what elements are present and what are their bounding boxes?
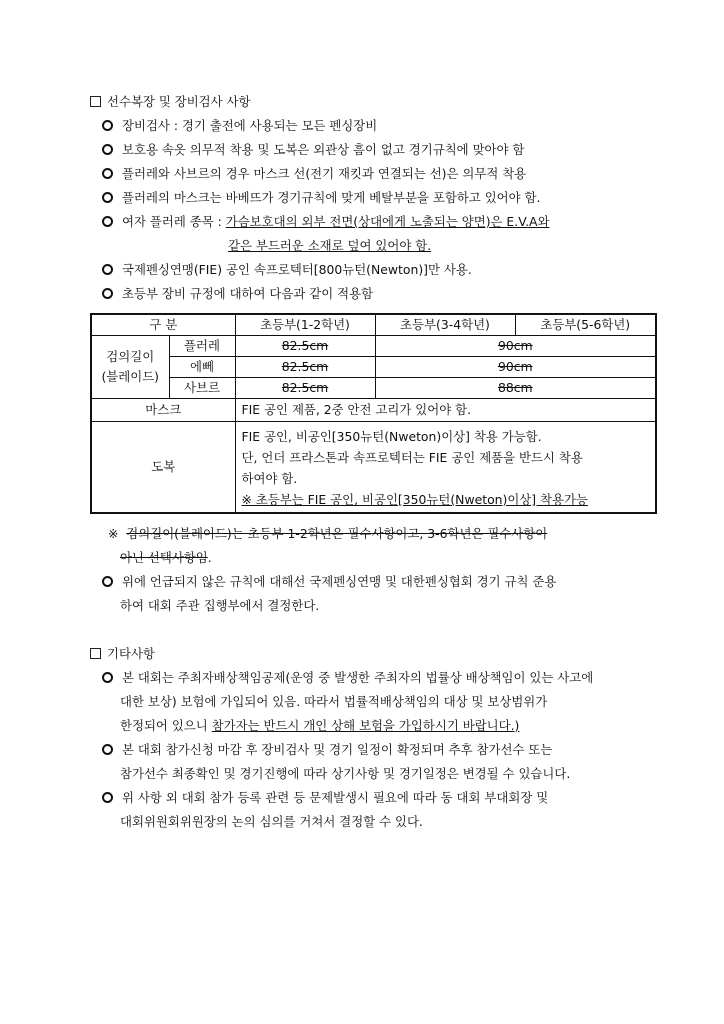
circle-bullet-icon	[102, 192, 113, 203]
circle-bullet-icon	[102, 576, 113, 587]
mask-label: 마스크	[91, 399, 235, 422]
length-cell: 82.5cm	[235, 378, 375, 399]
circle-bullet-icon	[102, 288, 113, 299]
list-item: 본 대회는 주최자배상책임공제(운영 중 발생한 주최자의 법률상 배상책임이 있는 사고에	[102, 669, 593, 687]
length-cell: 90cm	[375, 357, 656, 378]
table-header-cell: 초등부(5-6학년)	[515, 314, 656, 336]
list-item: 위에 언급되지 않은 규칙에 대해선 국제펜싱연맹 및 대한펜싱협회 경기 규칙 준용	[102, 573, 556, 591]
weapon-cell: 사브르	[169, 378, 235, 399]
circle-bullet-icon	[102, 216, 113, 227]
circle-bullet-icon	[102, 168, 113, 179]
circle-bullet-icon	[102, 144, 113, 155]
list-item: 보호용 속옷 의무적 착용 및 도복은 외관상 흠이 없고 경기규칙에 맞아야 함	[102, 141, 524, 159]
length-cell: 82.5cm	[235, 357, 375, 378]
list-item: 플러레의 마스크는 바베뜨가 경기규칙에 맞게 베탈부분을 포함하고 있어야 함.	[102, 189, 540, 207]
table-header-row	[91, 314, 656, 336]
square-bullet-icon	[90, 96, 101, 107]
list-item-continued: 대회위원회위원장의 논의 심의를 거쳐서 결정할 수 있다.	[120, 814, 423, 829]
table-row	[91, 336, 656, 357]
list-item: 본 대회 참가신청 마감 후 장비검사 및 경기 일정이 확정되며 추후 참가선수 또는	[102, 741, 552, 759]
mask-text: FIE 공인 제품, 2중 안전 고리가 있어야 함.	[235, 399, 656, 422]
table-row	[91, 357, 656, 378]
circle-bullet-icon	[102, 744, 113, 755]
weapon-cell: 에뻬	[169, 357, 235, 378]
circle-bullet-icon	[102, 264, 113, 275]
list-item: 장비검사 : 경기 출전에 사용되는 모든 펜싱장비	[102, 117, 377, 135]
table-row	[91, 378, 656, 399]
length-cell: 82.5cm	[235, 336, 375, 357]
note-line: ※ 검의길이(블레이드)는 초등부 1-2학년은 필수사항이고, 3-6학년은 필수사항이	[108, 526, 548, 541]
section-heading-equipment: 선수복장 및 장비검사 사항	[90, 93, 250, 111]
table-row	[91, 422, 656, 514]
list-item-continued: 하여 대회 주관 집행부에서 결정한다.	[120, 598, 320, 613]
list-item-continued: 대한 보상) 보험에 가입되어 있음. 따라서 법률적배상책임의 대상 및 보상범위가	[120, 694, 548, 709]
list-item: 플러레와 사브르의 경우 마스크 선(전기 재킷과 연결되는 선)은 의무적 착용	[102, 165, 526, 183]
circle-bullet-icon	[102, 792, 113, 803]
blade-length-label: 검의길이 (블레이드)	[91, 336, 169, 399]
table-row	[91, 399, 656, 422]
table-header-cell: 초등부(3-4학년)	[375, 314, 515, 336]
weapon-cell: 플러레	[169, 336, 235, 357]
note-line-continued: 아닌 선택사항임.	[120, 550, 212, 565]
list-item-women-foil: 여자 플러레 종목 : 가슴보호대의 외부 전면(상대에게 노출되는 양면)은 E.V.A와	[102, 213, 549, 231]
uniform-label: 도복	[91, 422, 235, 514]
equipment-table	[90, 313, 657, 514]
circle-bullet-icon	[102, 120, 113, 131]
circle-bullet-icon	[102, 672, 113, 683]
list-item: 국제펜싱연맹(FIE) 공인 속프로텍터[800뉴턴(Newton)]만 사용.	[102, 261, 472, 279]
section-heading-other: 기타사항	[90, 645, 155, 663]
list-item-continued: 한정되어 있으니 참가자는 반드시 개인 상해 보험을 가입하시기 바랍니다.)	[120, 718, 520, 733]
table-header-cell: 구 분	[91, 314, 235, 336]
table-header-cell: 초등부(1-2학년)	[235, 314, 375, 336]
length-cell: 88cm	[375, 378, 656, 399]
uniform-text: FIE 공인, 비공인[350뉴턴(Nweton)이상] 착용 가능함. 단, 언더 프라스톤과 속프로텍터는 FIE 공인 제품을 반드시 착용 하여야 함. ※ 초등부는 FIE 공인, 비공인[350뉴턴(Nweton)이상] 착용가능	[235, 422, 656, 514]
list-item-continued: 참가선수 최종확인 및 경기진행에 따라 상기사항 및 경기일정은 변경될 수 있습니다.	[120, 766, 571, 781]
length-cell: 90cm	[375, 336, 656, 357]
list-item: 초등부 장비 규정에 대하여 다음과 같이 적용함	[102, 285, 373, 303]
square-bullet-icon	[90, 648, 101, 659]
list-item: 위 사항 외 대회 참가 등록 관련 등 문제발생시 필요에 따라 동 대회 부대회장 및	[102, 789, 548, 807]
list-item-women-foil-continued: 같은 부드러운 소재로 덮여 있어야 함.	[228, 238, 432, 253]
